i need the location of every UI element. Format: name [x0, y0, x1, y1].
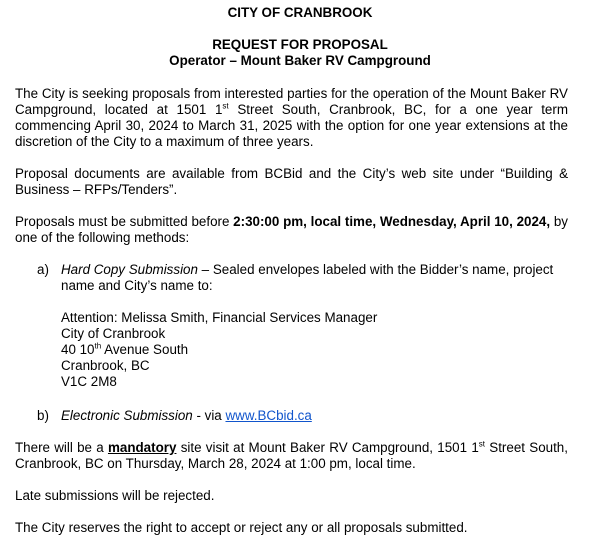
intro-text-2: Street South, Cranbrook, BC, for a one year term commencing April 30, 2024 to March 31, 2025 with the option for one year extensions at the discretion of the City to a maximum of three years.: [15, 102, 568, 149]
intro-superscript: st: [222, 101, 229, 111]
list-marker-b: b): [37, 408, 49, 423]
site-visit-text-1: There will be a: [15, 440, 108, 455]
mailing-address: [61, 310, 377, 390]
list-marker-a: a): [37, 262, 49, 277]
page-subtitle: Operator – Mount Baker RV Campground: [169, 53, 431, 68]
address-street: [61, 342, 377, 358]
electronic-text: - via: [192, 408, 226, 423]
deadline-date: 2:30:00 pm, local time, Wednesday, April 10, 2024,: [233, 214, 551, 229]
method-electronic: [37, 408, 557, 424]
deadline-text-2: by one of the following methods:: [15, 214, 568, 245]
reserve-rights-paragraph: The City reserves the right to accept or reject any or all proposals submitted.: [15, 520, 468, 535]
site-visit-text-3: Street South, Cranbrook, BC on Thursday, March 28, 2024 at 1:00 pm, local time.: [15, 440, 568, 471]
hard-copy-text: – Sealed envelopes labeled with the Bidder’s name, project name and City’s name to:: [61, 262, 554, 293]
electronic-label: Electronic Submission: [61, 408, 193, 423]
bcbid-link[interactable]: www.BCbid.ca: [225, 408, 312, 423]
mandatory-emphasis: mandatory: [107, 440, 177, 455]
deadline-text-1: Proposals must be submitted before: [15, 214, 234, 229]
site-visit-text-2: site visit at Mount Baker RV Campground, 1501 1: [176, 440, 479, 455]
address-street-number: 40 10: [61, 342, 95, 357]
intro-paragraph: [15, 86, 568, 150]
address-city: Cranbrook, BC: [61, 358, 150, 373]
site-visit-paragraph: [15, 440, 568, 472]
address-postal-code: V1C 2M8: [61, 374, 117, 389]
hard-copy-label: Hard Copy Submission: [61, 262, 198, 277]
deadline-paragraph: [15, 214, 568, 246]
documents-paragraph: Proposal documents are available from BCBid and the City’s web site under “Building & Business – RFPs/Tenders”.: [15, 166, 568, 197]
address-attention: Attention: Melissa Smith, Financial Services Manager: [61, 310, 378, 325]
site-visit-superscript: st: [478, 439, 486, 449]
page-title: REQUEST FOR PROPOSAL: [212, 37, 388, 52]
address-street-name: Avenue South: [101, 342, 189, 357]
late-submissions-paragraph: Late submissions will be rejected.: [15, 488, 215, 503]
intro-text-1: The City is seeking proposals from interested parties for the operation of the Mount Baker RV Campground, located at 1501 1: [15, 86, 568, 117]
address-superscript: th: [94, 341, 102, 351]
address-organization: City of Cranbrook: [61, 326, 166, 341]
organization-heading: CITY OF CRANBROOK: [227, 5, 373, 20]
method-hard-copy: [37, 262, 557, 294]
